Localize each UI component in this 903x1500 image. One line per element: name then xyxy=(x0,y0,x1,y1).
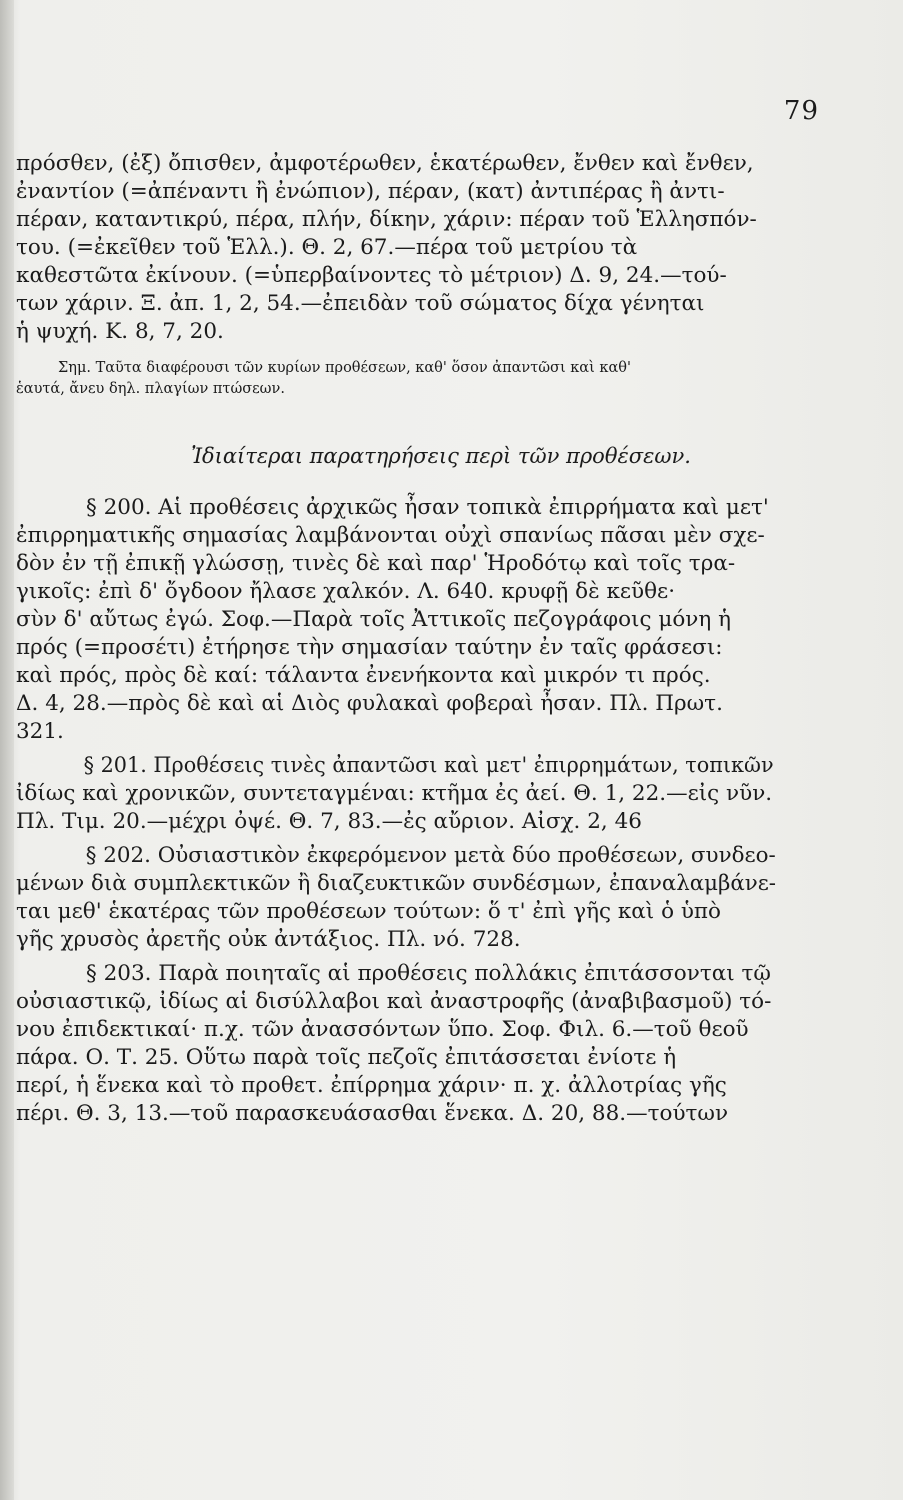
paragraph-201 xyxy=(16,752,786,836)
text-line: γῆς χρυσὸς ἀρετῆς οὐκ ἀντάξιος. Πλ. νό. 728. xyxy=(16,927,521,952)
note-line: Σημ. Ταῦτα διαφέρουσι τῶν κυρίων προθέσεων, καθ' ὅσον ἀπαντῶσι καὶ καθ' xyxy=(58,360,631,376)
text-line: § 203. Παρὰ ποιηταῖς αἱ προθέσεις πολλάκις ἐπιτάσσονται τῷ xyxy=(86,961,771,986)
paragraph-prepositions-list xyxy=(16,150,786,346)
text-line: πρός (=προσέτι) ἐτήρησε τὴν σημασίαν ταύτην ἐν ταῖς φράσεσι: xyxy=(16,635,723,660)
text-line: πέρι. Θ. 3, 13.—τοῦ παρασκευάσασθαι ἕνεκα. Δ. 20, 88.—τούτων xyxy=(16,1101,729,1126)
text-line: σὺν δ' αὔτως ἐγώ. Σοφ.—Παρὰ τοῖς Ἀττικοῖς πεζογράφοις μόνη ἡ xyxy=(16,607,731,632)
page-text xyxy=(16,150,786,1128)
page-number: 79 xyxy=(783,96,819,126)
text-line: δὸν ἐν τῇ ἐπικῇ γλώσσῃ, τινὲς δὲ καὶ παρ' Ἡροδότῳ καὶ τοῖς τρα- xyxy=(16,551,736,576)
text-line: ἐπιρρηματικῆς σημασίας λαμβάνονται οὐχὶ σπανίως πᾶσαι μὲν σχε- xyxy=(16,523,765,548)
text-line: § 202. Οὐσιαστικὸν ἐκφερόμενον μετὰ δύο προθέσεων, συνδεο- xyxy=(85,843,776,868)
paragraph-203 xyxy=(16,960,786,1128)
text-line: Δ. 4, 28.—πρὸς δὲ καὶ αἱ Διὸς φυλακαὶ φοβεραὶ ἦσαν. Πλ. Πρωτ. xyxy=(16,691,723,716)
text-line: ται μεθ' ἑκατέρας τῶν προθέσεων τούτων: ὅ τ' ἐπὶ γῆς καὶ ὁ ὑπὸ xyxy=(16,899,721,924)
text-line: μένων διὰ συμπλεκτικῶν ἢ διαζευκτικῶν συνδέσμων, ἐπαναλαμβάνε- xyxy=(16,871,777,896)
paragraph-200 xyxy=(16,494,786,746)
text-line: 321. xyxy=(16,719,64,744)
text-line: πέραν, καταντικρύ, πέρα, πλήν, δίκην, χάριν: πέραν τοῦ Ἑλλησπόν- xyxy=(16,207,757,232)
note-line: ἑαυτά, ἄνευ δηλ. πλαγίων πτώσεων. xyxy=(16,381,285,397)
footnote xyxy=(16,358,786,400)
text-line: γικοῖς: ἐπὶ δ' ὄγδοον ἤλασε χαλκόν. Λ. 640. κρυφῇ δὲ κεῦθε· xyxy=(16,579,676,604)
text-line: καὶ πρός, πρὸς δὲ καί: τάλαντα ἐνενήκοντα καὶ μικρόν τι πρός. xyxy=(16,663,711,688)
text-line: § 200. Αἱ προθέσεις ἀρχικῶς ἦσαν τοπικὰ ἐπιρρήματα καὶ μετ' xyxy=(86,495,769,520)
page-gutter xyxy=(0,0,14,1500)
text-line: ἐναντίον (=ἀπέναντι ἢ ἐνώπιον), πέραν, (κατ) ἀντιπέρας ἢ ἀντι- xyxy=(16,179,725,204)
text-line: πρόσθεν, (ἐξ) ὄπισθεν, ἀμφοτέρωθεν, ἑκατέρωθεν, ἔνθεν καὶ ἔνθεν, xyxy=(16,151,754,176)
section-heading: Ἰδιαίτεραι παρατηρήσεις περὶ τῶν προθέσεων. xyxy=(191,444,691,468)
text-line: νου ἐπιδεκτικαί· π.χ. τῶν ἀνασσόντων ὕπο. Σοφ. Φιλ. 6.—τοῦ θεοῦ xyxy=(16,1017,749,1042)
text-line: περί, ἡ ἕνεκα καὶ τὸ προθετ. ἐπίρρημα χάριν· π. χ. ἀλλοτρίας γῆς xyxy=(16,1073,727,1098)
paragraph-202 xyxy=(16,842,786,954)
text-line: πάρα. Ο. Τ. 25. Οὕτω παρὰ τοῖς πεζοῖς ἐπιτάσσεται ἐνίοτε ἡ xyxy=(16,1045,677,1070)
text-line: του. (=ἐκεῖθεν τοῦ Ἑλλ.). Θ. 2, 67.—πέρα τοῦ μετρίου τὰ xyxy=(16,235,638,260)
text-line: ἰδίως καὶ χρονικῶν, συντεταγμέναι: κτῆμα ἐς ἀεί. Θ. 1, 22.—εἰς νῦν. xyxy=(16,781,773,806)
text-line: § 201. Προθέσεις τινὲς ἀπαντῶσι καὶ μετ' ἐπιρρημάτων, τοπικῶν xyxy=(83,753,774,778)
text-line: ἡ ψυχή. Κ. 8, 7, 20. xyxy=(16,319,224,344)
text-line: οὐσιαστικῷ, ἰδίως αἱ δισύλλαβοι καὶ ἀναστροφῆς (ἀναβιβασμοῦ) τό- xyxy=(16,989,772,1014)
text-line: Πλ. Τιμ. 20.—μέχρι ὀψέ. Θ. 7, 83.—ἐς αὔριον. Αἰσχ. 2, 46 xyxy=(16,809,642,834)
text-line: καθεστῶτα ἐκίνουν. (=ὑπερβαίνοντες τὸ μέτριον) Δ. 9, 24.—τού- xyxy=(16,263,727,288)
text-line: των χάριν. Ξ. ἀπ. 1, 2, 54.—ἐπειδὰν τοῦ σώματος δίχα γένηται xyxy=(16,291,705,316)
